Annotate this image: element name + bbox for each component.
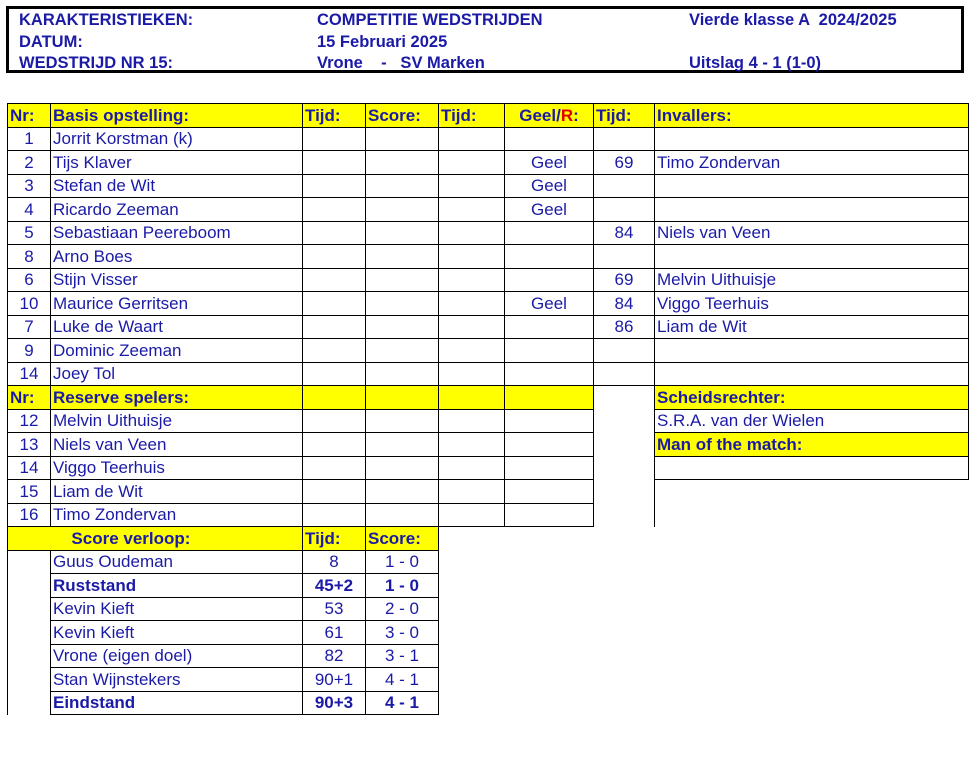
reserve-name: Timo Zondervan bbox=[51, 503, 303, 527]
score-scorer: Ruststand bbox=[51, 574, 303, 598]
score-row bbox=[8, 691, 969, 715]
blank bbox=[594, 691, 655, 715]
reserve-row bbox=[8, 480, 969, 504]
score-value: 3 - 1 bbox=[366, 644, 439, 668]
blank bbox=[655, 644, 969, 668]
blank bbox=[594, 574, 655, 598]
reserve-card bbox=[505, 456, 594, 480]
goal-time bbox=[303, 221, 366, 245]
col-invallers-header: Invallers: bbox=[655, 104, 969, 128]
player-name: Ricardo Zeeman bbox=[51, 198, 303, 222]
reserve-card bbox=[505, 409, 594, 433]
card-time bbox=[439, 339, 505, 363]
goal-time bbox=[303, 339, 366, 363]
score-header-row bbox=[8, 527, 969, 551]
rood-label: R bbox=[560, 105, 574, 125]
player-name: Jorrit Korstman (k) bbox=[51, 127, 303, 151]
reserve-tijd2 bbox=[439, 456, 505, 480]
lineup-row bbox=[8, 151, 969, 175]
score-row bbox=[8, 621, 969, 645]
player-card: Geel bbox=[505, 292, 594, 316]
score-scorer: Guus Oudeman bbox=[51, 550, 303, 574]
lineup-row bbox=[8, 315, 969, 339]
player-nr: 10 bbox=[8, 292, 51, 316]
col-geel-rood-header bbox=[505, 104, 594, 128]
reserve-tijd2 bbox=[439, 480, 505, 504]
goal-time bbox=[303, 268, 366, 292]
reserve-nr: 13 bbox=[8, 433, 51, 457]
match-header bbox=[6, 6, 964, 73]
header-label-date: DATUM: bbox=[19, 33, 83, 51]
goal-score bbox=[366, 315, 439, 339]
player-nr: 5 bbox=[8, 221, 51, 245]
score-row bbox=[8, 597, 969, 621]
reserve-row bbox=[8, 503, 969, 527]
blank bbox=[594, 644, 655, 668]
card-time bbox=[439, 315, 505, 339]
goal-time bbox=[303, 198, 366, 222]
card-time bbox=[439, 245, 505, 269]
motm-value bbox=[655, 456, 969, 480]
header-league: Vierde klasse A 2024/2025 bbox=[689, 11, 897, 29]
score-score-header: Score: bbox=[366, 527, 439, 551]
lineup-row bbox=[8, 221, 969, 245]
reserve-name: Niels van Veen bbox=[51, 433, 303, 457]
player-name: Sebastiaan Peereboom bbox=[51, 221, 303, 245]
referee-name: S.R.A. van der Wielen bbox=[655, 409, 969, 433]
blank bbox=[505, 597, 594, 621]
lineup-row bbox=[8, 339, 969, 363]
reserve-score bbox=[366, 409, 439, 433]
blank bbox=[505, 550, 594, 574]
blank bbox=[505, 691, 594, 715]
sub-time bbox=[594, 362, 655, 386]
score-time: 8 bbox=[303, 550, 366, 574]
player-name: Stijn Visser bbox=[51, 268, 303, 292]
sub-player bbox=[655, 174, 969, 198]
col-nr-header: Nr: bbox=[8, 104, 51, 128]
blank-col bbox=[594, 503, 655, 527]
blank bbox=[594, 668, 655, 692]
blank bbox=[439, 621, 505, 645]
blank bbox=[655, 691, 969, 715]
sub-time bbox=[594, 198, 655, 222]
blank bbox=[594, 550, 655, 574]
player-nr: 4 bbox=[8, 198, 51, 222]
lineup-row bbox=[8, 127, 969, 151]
header-label-characteristics: KARAKTERISTIEKEN: bbox=[19, 11, 194, 29]
reserves-header-row bbox=[8, 386, 969, 410]
reserve-card bbox=[505, 480, 594, 504]
sub-player: Niels van Veen bbox=[655, 221, 969, 245]
player-name: Dominic Zeeman bbox=[51, 339, 303, 363]
goal-score bbox=[366, 127, 439, 151]
geel-label: Geel/ bbox=[519, 105, 561, 125]
player-name: Stefan de Wit bbox=[51, 174, 303, 198]
blank bbox=[505, 668, 594, 692]
score-scorer: Vrone (eigen doel) bbox=[51, 644, 303, 668]
reserve-tijd2 bbox=[439, 433, 505, 457]
player-card: Geel bbox=[505, 151, 594, 175]
sub-player: Timo Zondervan bbox=[655, 151, 969, 175]
blank bbox=[439, 668, 505, 692]
goal-time bbox=[303, 127, 366, 151]
blank bbox=[439, 527, 505, 551]
score-time: 61 bbox=[303, 621, 366, 645]
colon-label: : bbox=[573, 105, 579, 125]
lineup-row bbox=[8, 198, 969, 222]
score-scorer: Stan Wijnstekers bbox=[51, 668, 303, 692]
reserve-row bbox=[8, 456, 969, 480]
card-time bbox=[439, 362, 505, 386]
reserve-tijd2 bbox=[439, 409, 505, 433]
blank bbox=[594, 597, 655, 621]
reserves-score-empty bbox=[366, 386, 439, 410]
header-result: Uitslag 4 - 1 (1-0) bbox=[689, 54, 822, 72]
reserve-tijd bbox=[303, 456, 366, 480]
score-pad bbox=[8, 644, 51, 668]
score-pad bbox=[8, 574, 51, 598]
blank bbox=[655, 574, 969, 598]
blank bbox=[439, 574, 505, 598]
blank bbox=[594, 621, 655, 645]
player-nr: 1 bbox=[8, 127, 51, 151]
blank bbox=[594, 527, 655, 551]
sub-time bbox=[594, 339, 655, 363]
card-time bbox=[439, 151, 505, 175]
player-name: Luke de Waart bbox=[51, 315, 303, 339]
blank bbox=[439, 644, 505, 668]
score-value: 2 - 0 bbox=[366, 597, 439, 621]
player-card bbox=[505, 339, 594, 363]
reserve-card bbox=[505, 503, 594, 527]
score-time: 53 bbox=[303, 597, 366, 621]
blank bbox=[439, 550, 505, 574]
referee-label: Scheidsrechter: bbox=[655, 386, 969, 410]
reserve-nr: 16 bbox=[8, 503, 51, 527]
goal-time bbox=[303, 245, 366, 269]
lineup-row bbox=[8, 362, 969, 386]
sub-player: Viggo Teerhuis bbox=[655, 292, 969, 316]
motm-label: Man of the match: bbox=[655, 433, 969, 457]
blank bbox=[655, 668, 969, 692]
goal-time bbox=[303, 315, 366, 339]
blank bbox=[505, 621, 594, 645]
goal-time bbox=[303, 362, 366, 386]
reserves-tijd-empty bbox=[303, 386, 366, 410]
col-tijd2-header: Tijd: bbox=[439, 104, 505, 128]
score-time: 82 bbox=[303, 644, 366, 668]
card-time bbox=[439, 292, 505, 316]
sub-player: Melvin Uithuisje bbox=[655, 268, 969, 292]
reserve-tijd bbox=[303, 503, 366, 527]
player-name: Maurice Gerritsen bbox=[51, 292, 303, 316]
blank-col bbox=[594, 409, 655, 433]
blank bbox=[505, 574, 594, 598]
goal-score bbox=[366, 245, 439, 269]
player-nr: 14 bbox=[8, 362, 51, 386]
player-nr: 2 bbox=[8, 151, 51, 175]
lineup-row bbox=[8, 268, 969, 292]
score-pad bbox=[8, 668, 51, 692]
player-name: Joey Tol bbox=[51, 362, 303, 386]
sub-time bbox=[594, 127, 655, 151]
score-pad bbox=[8, 621, 51, 645]
goal-time bbox=[303, 292, 366, 316]
lineup-row bbox=[8, 292, 969, 316]
blank-right bbox=[655, 480, 969, 504]
col-basis-header: Basis opstelling: bbox=[51, 104, 303, 128]
player-name: Tijs Klaver bbox=[51, 151, 303, 175]
score-row bbox=[8, 644, 969, 668]
sub-time: 86 bbox=[594, 315, 655, 339]
header-teams: Vrone - SV Marken bbox=[317, 54, 485, 72]
card-time bbox=[439, 174, 505, 198]
blank bbox=[505, 644, 594, 668]
player-nr: 8 bbox=[8, 245, 51, 269]
sub-player bbox=[655, 127, 969, 151]
reserves-tijd2-empty bbox=[439, 386, 505, 410]
reserve-name: Melvin Uithuisje bbox=[51, 409, 303, 433]
score-time: 90+1 bbox=[303, 668, 366, 692]
player-card bbox=[505, 362, 594, 386]
sub-time: 84 bbox=[594, 292, 655, 316]
blank bbox=[439, 691, 505, 715]
blank bbox=[655, 550, 969, 574]
blank bbox=[655, 597, 969, 621]
col-tijd-header: Tijd: bbox=[303, 104, 366, 128]
header-label-match-nr: WEDSTRIJD NR 15: bbox=[19, 54, 174, 72]
blank bbox=[655, 527, 969, 551]
sub-time: 84 bbox=[594, 221, 655, 245]
score-value: 4 - 1 bbox=[366, 691, 439, 715]
reserve-tijd2 bbox=[439, 503, 505, 527]
goal-score bbox=[366, 268, 439, 292]
score-header-pad bbox=[8, 527, 51, 551]
card-time bbox=[439, 268, 505, 292]
player-card bbox=[505, 245, 594, 269]
reserve-tijd bbox=[303, 433, 366, 457]
reserve-name: Viggo Teerhuis bbox=[51, 456, 303, 480]
reserve-score bbox=[366, 480, 439, 504]
player-card: Geel bbox=[505, 198, 594, 222]
reserve-card bbox=[505, 433, 594, 457]
goal-score bbox=[366, 362, 439, 386]
score-tijd-header: Tijd: bbox=[303, 527, 366, 551]
score-scorer: Eindstand bbox=[51, 691, 303, 715]
reserve-score bbox=[366, 433, 439, 457]
goal-time bbox=[303, 151, 366, 175]
score-scorer: Kevin Kieft bbox=[51, 597, 303, 621]
reserve-row bbox=[8, 433, 969, 457]
score-time: 90+3 bbox=[303, 691, 366, 715]
header-date: 15 Februari 2025 bbox=[317, 33, 448, 51]
blank bbox=[655, 621, 969, 645]
goal-score bbox=[366, 174, 439, 198]
reserve-name: Liam de Wit bbox=[51, 480, 303, 504]
blank-col bbox=[594, 480, 655, 504]
score-row bbox=[8, 550, 969, 574]
sub-time: 69 bbox=[594, 151, 655, 175]
player-nr: 3 bbox=[8, 174, 51, 198]
player-card bbox=[505, 127, 594, 151]
lineup-table bbox=[7, 103, 969, 715]
sub-player bbox=[655, 245, 969, 269]
score-value: 4 - 1 bbox=[366, 668, 439, 692]
score-value: 1 - 0 bbox=[366, 574, 439, 598]
player-nr: 7 bbox=[8, 315, 51, 339]
sub-player bbox=[655, 198, 969, 222]
blank-col bbox=[594, 386, 655, 410]
sub-time bbox=[594, 245, 655, 269]
blank-right bbox=[655, 503, 969, 527]
score-value: 3 - 0 bbox=[366, 621, 439, 645]
player-nr: 6 bbox=[8, 268, 51, 292]
sub-player bbox=[655, 362, 969, 386]
score-pad bbox=[8, 597, 51, 621]
lineup-row bbox=[8, 245, 969, 269]
reserve-tijd bbox=[303, 480, 366, 504]
player-card bbox=[505, 221, 594, 245]
card-time bbox=[439, 198, 505, 222]
header-competition: COMPETITIE WEDSTRIJDEN bbox=[317, 11, 543, 29]
reserve-score bbox=[366, 456, 439, 480]
score-time: 45+2 bbox=[303, 574, 366, 598]
goal-score bbox=[366, 151, 439, 175]
sub-time: 69 bbox=[594, 268, 655, 292]
sub-time bbox=[594, 174, 655, 198]
score-pad bbox=[8, 691, 51, 715]
reserve-nr: 15 bbox=[8, 480, 51, 504]
player-nr: 9 bbox=[8, 339, 51, 363]
reserves-label: Reserve spelers: bbox=[51, 386, 303, 410]
card-time bbox=[439, 221, 505, 245]
lineup-row bbox=[8, 174, 969, 198]
goal-score bbox=[366, 339, 439, 363]
goal-score bbox=[366, 292, 439, 316]
reserve-nr: 14 bbox=[8, 456, 51, 480]
score-row bbox=[8, 668, 969, 692]
player-name: Arno Boes bbox=[51, 245, 303, 269]
score-scorer: Kevin Kieft bbox=[51, 621, 303, 645]
blank-col bbox=[594, 456, 655, 480]
goal-score bbox=[366, 221, 439, 245]
lineup-header-row bbox=[8, 104, 969, 128]
score-pad bbox=[8, 550, 51, 574]
col-score-header: Score: bbox=[366, 104, 439, 128]
sub-player bbox=[655, 339, 969, 363]
reserve-row bbox=[8, 409, 969, 433]
reserves-nr-header: Nr: bbox=[8, 386, 51, 410]
score-row bbox=[8, 574, 969, 598]
blank bbox=[505, 527, 594, 551]
player-card bbox=[505, 315, 594, 339]
blank-col bbox=[594, 433, 655, 457]
reserve-tijd bbox=[303, 409, 366, 433]
sub-player: Liam de Wit bbox=[655, 315, 969, 339]
player-card bbox=[505, 268, 594, 292]
score-verloop-label: Score verloop: bbox=[71, 528, 191, 548]
goal-score bbox=[366, 198, 439, 222]
card-time bbox=[439, 127, 505, 151]
reserve-nr: 12 bbox=[8, 409, 51, 433]
col-sub-tijd-header: Tijd: bbox=[594, 104, 655, 128]
reserves-geel-empty bbox=[505, 386, 594, 410]
goal-time bbox=[303, 174, 366, 198]
score-label bbox=[51, 527, 303, 551]
score-value: 1 - 0 bbox=[366, 550, 439, 574]
blank bbox=[439, 597, 505, 621]
player-card: Geel bbox=[505, 174, 594, 198]
reserve-score bbox=[366, 503, 439, 527]
